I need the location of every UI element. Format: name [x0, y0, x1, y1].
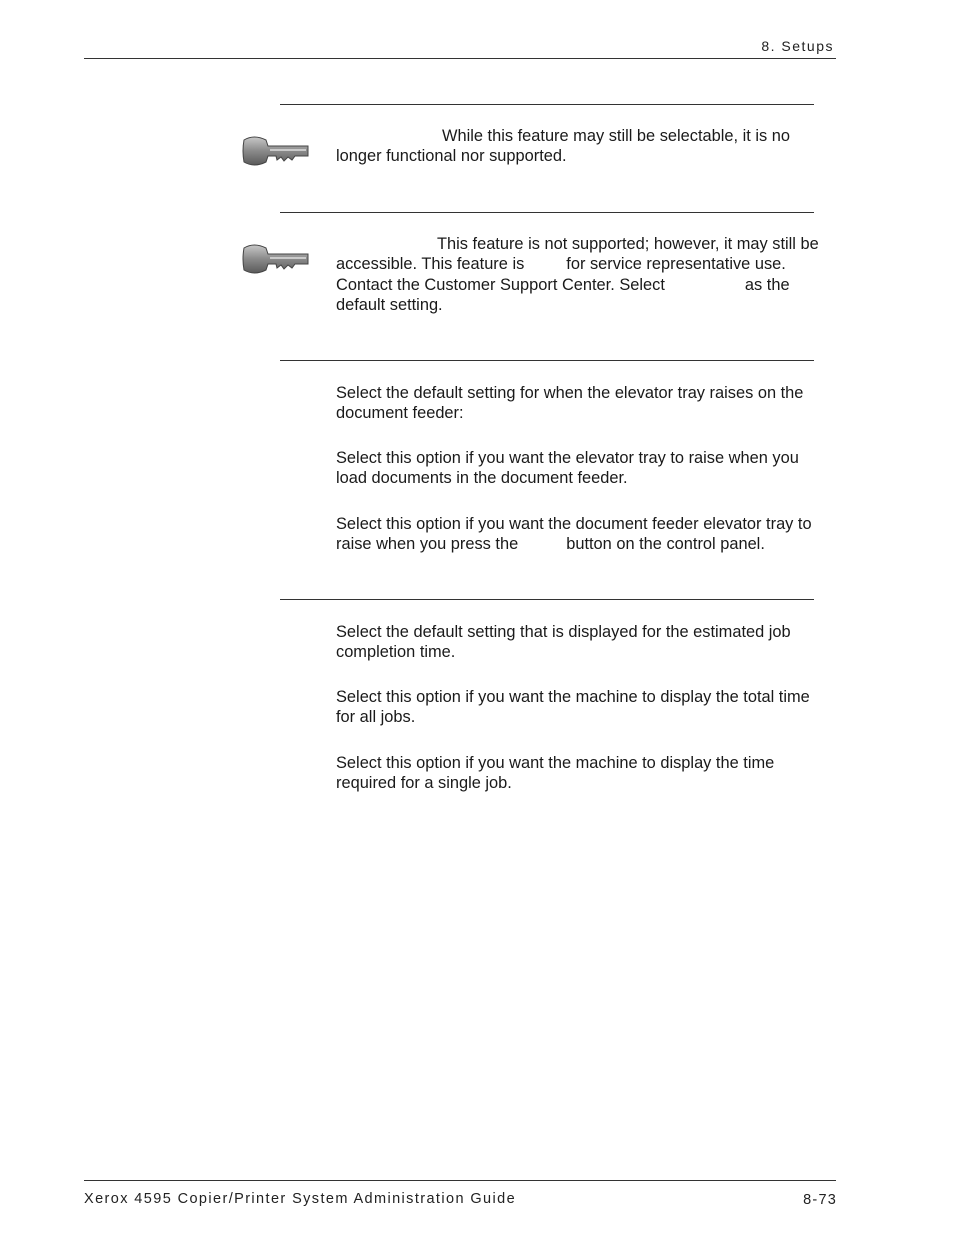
elevator-option-2: Select this option if you want the document feeder elevator tray to raise when you press the button on the control panel. — [336, 515, 812, 554]
note-line: accessible. This feature is — [336, 255, 525, 274]
note-paragraph — [336, 126, 836, 167]
footer-rule — [84, 1180, 836, 1181]
footer-title: Xerox 4595 Copier/Printer System Administration Guide — [84, 1191, 517, 1207]
note-text: While this feature may still be selectable, it is no longer functional nor supported. — [336, 127, 790, 166]
running-header: 8. Setups — [761, 38, 834, 54]
completion-option-2: Select this option if you want the machine to display the time required for a single job. — [336, 754, 775, 793]
page-number: 8-73 — [803, 1192, 837, 1208]
note-line: Contact the Customer Support Center. Select — [336, 275, 665, 294]
key-icon — [240, 240, 310, 278]
note-paragraph — [336, 234, 836, 315]
section-divider — [280, 360, 814, 361]
section-divider — [280, 599, 814, 600]
note-line: This feature is not supported; however, it may still be — [437, 235, 819, 253]
section-divider — [280, 104, 814, 105]
header-rule — [84, 58, 836, 59]
key-icon — [240, 132, 310, 170]
completion-option-1: Select this option if you want the machine to display the total time for all jobs. — [336, 688, 810, 727]
note-line: for service representative use. — [566, 255, 786, 274]
completion-intro: Select the default setting that is displayed for the estimated job completion time. — [336, 623, 791, 662]
elevator-intro: Select the default setting for when the elevator tray raises on the document feeder: — [336, 384, 804, 423]
elevator-option-1: Select this option if you want the elevator tray to raise when you load documents in the document feeder. — [336, 449, 799, 488]
note-line: default setting. — [336, 295, 443, 314]
note-line: as the — [744, 275, 790, 294]
section-divider — [280, 212, 814, 213]
